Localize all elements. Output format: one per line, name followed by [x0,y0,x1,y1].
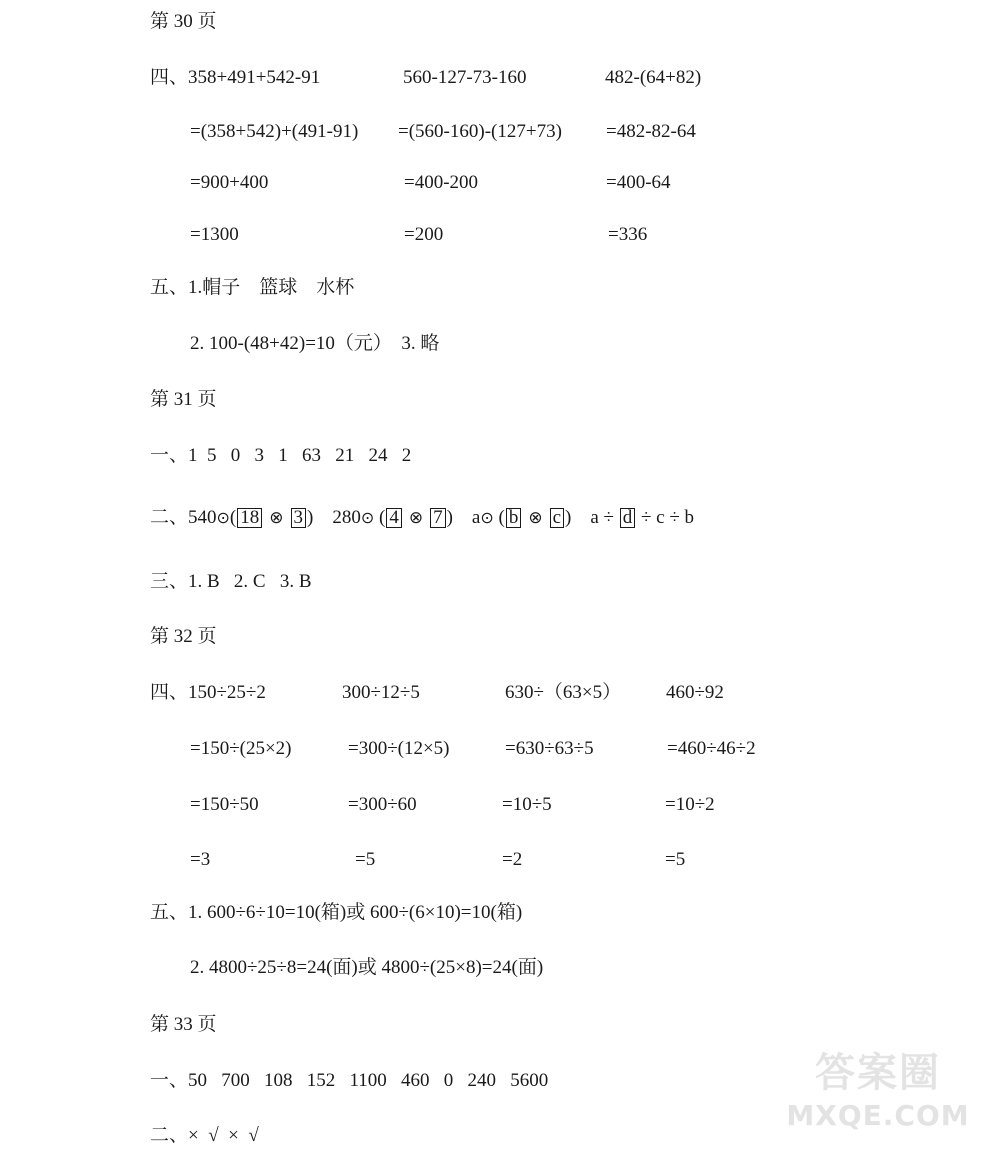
p30-s4-r1-c1: 四、358+491+542-91 [150,67,321,88]
page-heading-30: 第 30 页 [150,11,217,32]
p32-s4-r1-c3: 630÷（63×5） [505,682,622,703]
odot-operator: ⊙ [216,508,230,527]
p30-s4-r1-c2: 560-127-73-160 [403,67,527,88]
p30-s4-r3-c2: =400-200 [404,172,479,193]
p31-s2-g4-post: ÷ c ÷ b [640,507,694,528]
page-heading-33: 第 33 页 [150,1014,217,1035]
p32-s4-r1-c1: 四、150÷25÷2 [150,682,266,703]
p32-s4-r3-c2: =300÷60 [348,794,417,815]
p32-s4-r4-c1: =3 [190,849,211,870]
p31-s3: 三、1. B 2. C 3. B [150,571,312,592]
p32-s4-r2-c4: =460÷46÷2 [667,738,756,759]
otimes-operator: ⊗ [528,508,543,528]
watermark-bottom: MXQE.COM [786,1099,970,1132]
p32-s4-r2-c1: =150÷(25×2) [190,738,292,759]
p31-s2: 二、540⊙( 18 ⊗ 3 ) 280⊙ ( 4 ⊗ 7 ) a⊙ ( b ⊗ c ) a ÷ d ÷ c ÷ b [150,507,694,528]
p30-s4-r2-c1: =(358+542)+(491-91) [190,121,359,142]
page-heading-32: 第 32 页 [150,626,217,647]
p32-s4-r4-c2: =5 [355,849,376,870]
p31-s1: 一、1 5 0 3 1 63 21 24 2 [150,445,412,466]
p31-s2-g1-num: 540 [188,507,217,528]
p32-s5-line1: 五、1. 600÷6÷10=10(箱)或 600÷(6×10)=10(箱) [150,902,523,923]
p32-s4-r2-c2: =300÷(12×5) [348,738,450,759]
answer-box: 3 [291,508,307,528]
p30-s4-r4-c2: =200 [404,224,444,245]
p32-s4-r4-c3: =2 [502,849,523,870]
answer-box: 18 [237,508,262,528]
answer-box: d [620,508,636,528]
answer-box: b [506,508,522,528]
watermark-logo [778,1048,978,1148]
page-heading-31: 第 31 页 [150,389,217,410]
p31-s2-prefix: 二、 [150,507,189,528]
otimes-operator: ⊗ [269,508,284,528]
p30-s5-line1: 五、1.帽子 篮球 水杯 [150,277,355,298]
p30-s4-r3-c1: =900+400 [190,172,269,193]
p31-s2-g2-num: 280 [332,507,361,528]
p32-s4-r3-c1: =150÷50 [190,794,259,815]
p32-s4-r4-c4: =5 [665,849,686,870]
p30-s4-r4-c3: =336 [608,224,648,245]
p32-s4-r3-c3: =10÷5 [502,794,552,815]
p32-s4-r1-c2: 300÷12÷5 [342,682,420,703]
p30-s4-r4-c1: =1300 [190,224,239,245]
p32-s5-line2: 2. 4800÷25÷8=24(面)或 4800÷(25×8)=24(面) [190,957,544,978]
p30-s5-line2: 2. 100-(48+42)=10（元） 3. 略 [190,333,440,354]
p30-s4-r1-c3: 482-(64+82) [605,67,702,88]
answer-box: c [550,508,564,528]
p32-s4-r2-c3: =630÷63÷5 [505,738,594,759]
p30-s4-r3-c3: =400-64 [606,172,671,193]
p33-s1: 一、50 700 108 152 1100 460 0 240 5600 [150,1070,549,1091]
odot-operator: ⊙ [480,508,494,527]
p32-s4-r1-c4: 460÷92 [666,682,724,703]
p31-s2-g3-var: a [471,507,481,528]
p30-s4-r2-c2: =(560-160)-(127+73) [398,121,562,142]
p30-s4-r2-c3: =482-82-64 [606,121,696,142]
p31-s2-g4-pre: a ÷ [590,507,614,528]
p32-s4-r3-c4: =10÷2 [665,794,715,815]
odot-operator: ⊙ [360,508,375,527]
answer-box: 4 [386,508,402,528]
answer-box: 7 [430,508,446,528]
p33-s2: 二、× √ × √ [150,1125,259,1146]
watermark-top: 答案圈 [815,1050,941,1096]
otimes-operator: ⊗ [408,508,424,528]
